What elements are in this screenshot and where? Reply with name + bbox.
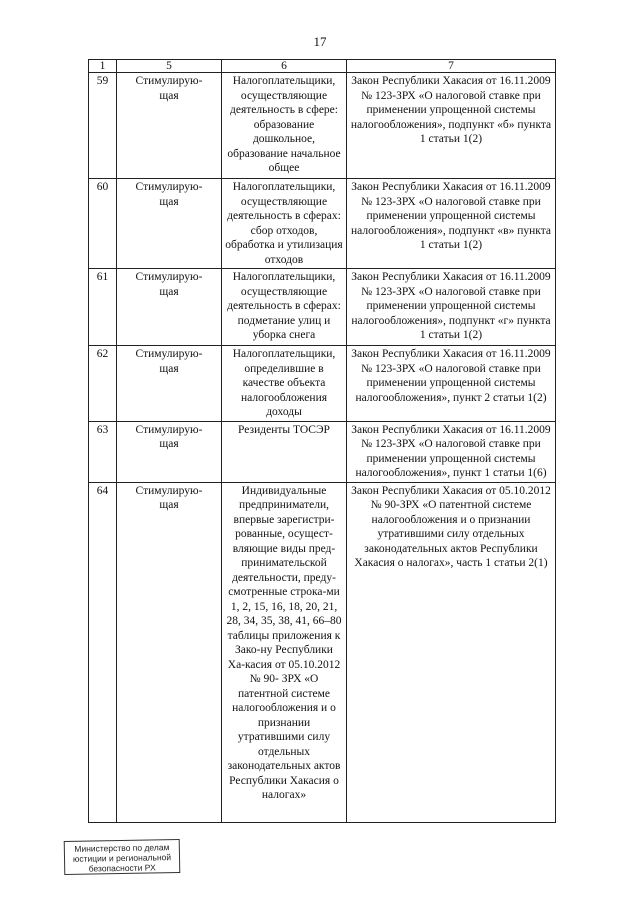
column-header: 1 xyxy=(89,60,117,73)
column-header: 7 xyxy=(347,60,556,73)
stamp-line: безопасности РХ xyxy=(88,862,156,874)
table-row xyxy=(89,482,556,822)
legal-basis: Закон Республики Хакасия от 05.10.2012 № 90-ЗРХ «О патентной системе налогообложения и о признании утратившими силу отдельных законодательных актов Республики Хакасия о налогах», часть 1 статьи 2(1) xyxy=(347,482,556,822)
stamp-line: юстиции и региональной xyxy=(72,852,172,864)
legal-basis: Закон Республики Хакасия от 16.11.2009 № 123-ЗРХ «О налоговой ставке при применении упрощенной системы налогообложения», подпункт «в» пункта 1 статьи 1(2) xyxy=(347,179,556,269)
stamp-line: Министерство по делам xyxy=(74,842,170,854)
benefit-type: Стимулирую- щая xyxy=(117,346,222,422)
benefit-type: Стимулирую- щая xyxy=(117,269,222,346)
table-row xyxy=(89,269,556,346)
row-number: 61 xyxy=(89,269,117,346)
legal-basis: Закон Республики Хакасия от 16.11.2009 № 123-ЗРХ «О налоговой ставке при применении упрощенной системы налогообложения», подпункт «б» пункта 1 статьи 1(2) xyxy=(347,73,556,179)
row-number: 59 xyxy=(89,73,117,179)
taxpayer-category: Налогоплательщики, осуществляющие деятельность в сферах: подметание улиц и уборка снега xyxy=(222,269,347,346)
table-row xyxy=(89,346,556,422)
row-number: 64 xyxy=(89,482,117,822)
column-header: 6 xyxy=(222,60,347,73)
taxpayer-category: Налогоплательщики, осуществляющие деятельность в сфере: образование дошкольное, образование начальное общее xyxy=(222,73,347,179)
page-number: 17 xyxy=(313,34,327,49)
column-header: 5 xyxy=(117,60,222,73)
tax-benefits-table xyxy=(88,59,556,823)
row-number: 63 xyxy=(89,421,117,482)
table-row xyxy=(89,73,556,179)
legal-basis: Закон Республики Хакасия от 16.11.2009 № 123-ЗРХ «О налоговой ставке при применении упрощенной системы налогообложения», пункт 2 статьи 1(2) xyxy=(347,346,556,422)
row-number: 60 xyxy=(89,179,117,269)
taxpayer-category: Налогоплательщики, осуществляющие деятельность в сферах: сбор отходов, обработка и утилизация отходов xyxy=(222,179,347,269)
benefit-type: Стимулирую- щая xyxy=(117,421,222,482)
benefit-type: Стимулирую- щая xyxy=(117,482,222,822)
benefit-type: Стимулирую- щая xyxy=(117,179,222,269)
ministry-stamp xyxy=(64,839,181,875)
legal-basis: Закон Республики Хакасия от 16.11.2009 № 123-ЗРХ «О налоговой ставке при применении упрощенной системы налогообложения», подпункт «г» пункта 1 статьи 1(2) xyxy=(347,269,556,346)
table-row xyxy=(89,179,556,269)
table-row xyxy=(89,421,556,482)
legal-basis: Закон Республики Хакасия от 16.11.2009 № 123-ЗРХ «О налоговой ставке при применении упрощенной системы налогообложения», пункт 1 статьи 1(6) xyxy=(347,421,556,482)
table-header-row xyxy=(89,60,556,73)
taxpayer-category: Резиденты ТОСЭР xyxy=(222,421,347,482)
taxpayer-category: Индивидуальные предприниматели, впервые зарегистри-рованные, осущест-вляющие виды пред-принимательской деятельности, преду-смотренные строка-ми 1, 2, 15, 16, 18, 20, 21, 28, 34, 35, 38, 41, 66–80 таблицы приложения к Зако-ну Республики Ха-касия от 05.10.2012 № 90- ЗРХ «О патентной системе налогообложения и о признании утратившими силу отдельных законодательных актов Республики Хакасия о налогах» xyxy=(222,482,347,822)
benefit-type: Стимулирую- щая xyxy=(117,73,222,179)
row-number: 62 xyxy=(89,346,117,422)
taxpayer-category: Налогоплательщики, определившие в качестве объекта налогообложения доходы xyxy=(222,346,347,422)
